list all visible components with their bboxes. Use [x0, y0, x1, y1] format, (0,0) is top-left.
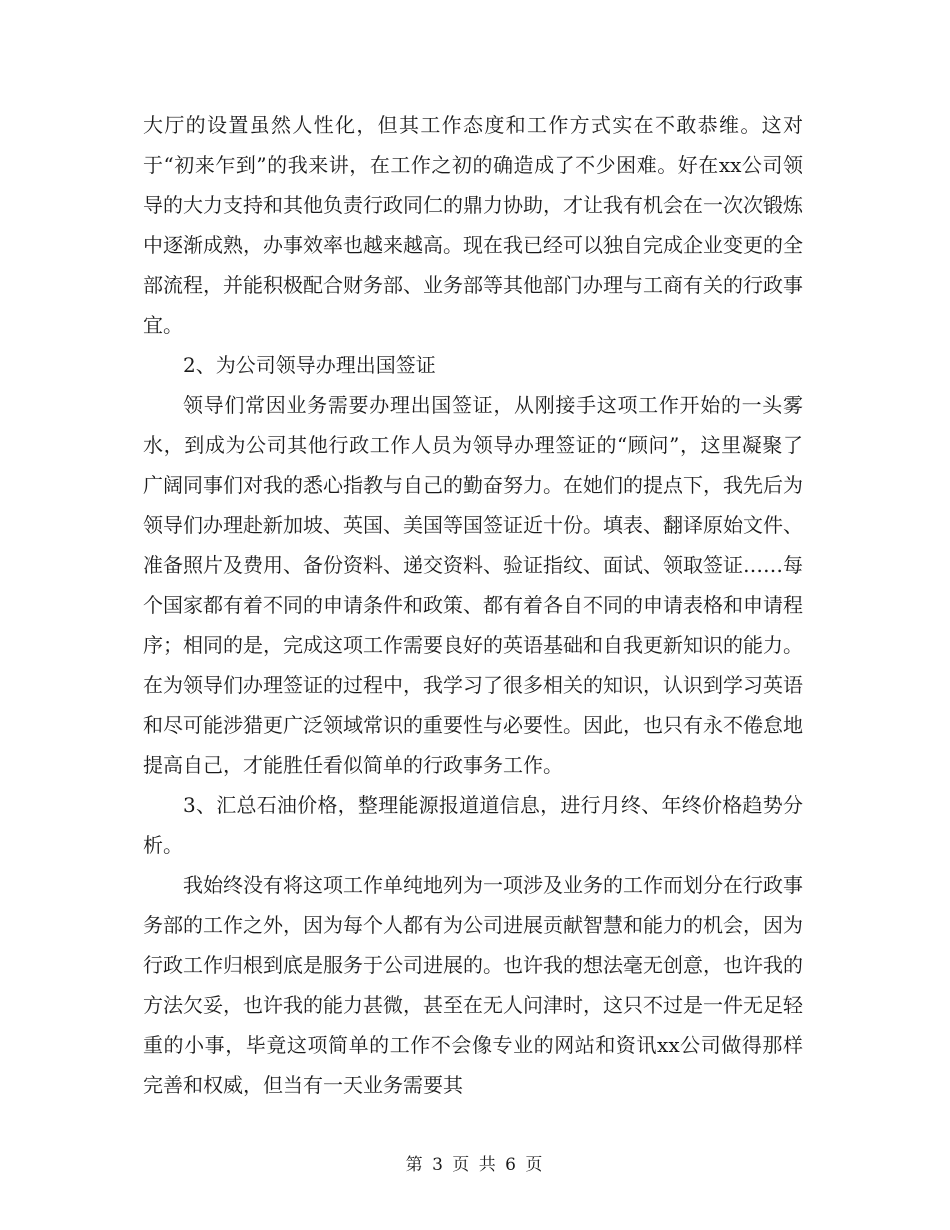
paragraph-oil-price: 我始终没有将这项工作单纯地列为一项涉及业务的工作而划分在行政事务部的工作之外，因为每个人都有为公司进展贡献智慧和能力的机会，因为行政工作归根到底是服务于公司进展的。也许我的想法毫无创意，也许我的方法欠妥，也许我的能力甚微，甚至在无人问津时，这只不过是一件无足轻重的小事，毕竟这项简单的工作不会像专业的网站和资讯xx公司做得那样完善和权威，但当有一天业务需要其 — [143, 873, 803, 1097]
section-heading-oil-price: 3、汇总石油价格，整理能源报道道信息，进行月终、年终价格趋势分析。 — [143, 793, 803, 857]
paragraph-visa: 领导们常因业务需要办理出国签证，从刚接手这项工作开始的一头雾水，到成为公司其他行政工作人员为领导办理签证的“顾问”，这里凝聚了广阔同事们对我的悉心指教与自己的勤奋努力。在她们的提点下，我先后为领导们办理赴新加坡、英国、美国等国签证近十份。填表、翻译原始文件、准备照片及费用、备份资料、递交资料、验证指纹、面试、领取签证……每个国家都有着不同的申请条件和政策、都有着各自不同的申请表格和申请程序；相同的是，完成这项工作需要良好的英语基础和自我更新知识的能力。在为领导们办理签证的过程中，我学习了很多相关的知识，认识到学习英语和尽可能涉猎更广泛领域常识的重要性与必要性。因此，也只有永不倦怠地提高自己，才能胜任看似简单的行政事务工作。 — [143, 393, 803, 777]
section-heading-visa: 2、为公司领导办理出国签证 — [183, 353, 436, 377]
document-body — [143, 105, 803, 1105]
page-number-footer: 第 3 页 共 6 页 — [405, 1155, 545, 1175]
paragraph-continuation: 大厅的设置虽然人性化，但其工作态度和工作方式实在不敢恭维。这对于“初来乍到”的我来讲，在工作之初的确造成了不少困难。好在xx公司领导的大力支持和其他负责行政同仁的鼎力协助，才让我有机会在一次次锻炼中逐渐成熟，办事效率也越来越高。现在我已经可以独自完成企业变更的全部流程，并能积极配合财务部、业务部等其他部门办理与工商有关的行政事宜。 — [143, 113, 803, 337]
